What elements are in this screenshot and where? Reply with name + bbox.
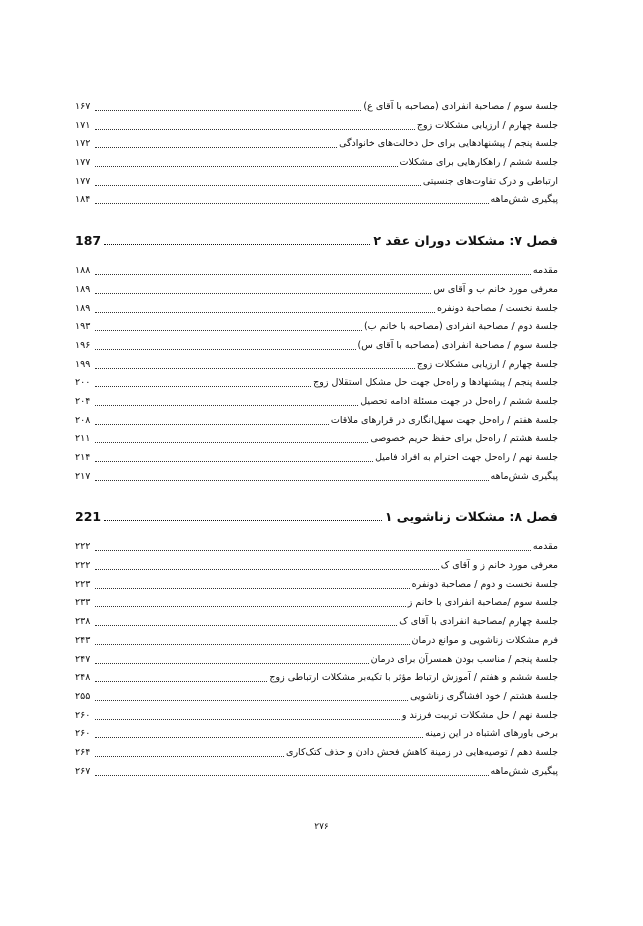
toc-entry-title: جلسة پنجم / مناسب بودن همسرآن برای درمان (370, 653, 558, 665)
toc-entry[interactable] (75, 613, 558, 632)
leader-dots (95, 154, 398, 167)
toc-entry[interactable] (75, 468, 558, 487)
toc-entry[interactable] (75, 262, 558, 281)
toc-entry[interactable] (75, 281, 558, 300)
toc-entry-page: ۲۱۷ (75, 470, 91, 482)
toc-entry[interactable] (75, 430, 558, 449)
toc-entry-page: ۱۷۱ (75, 119, 91, 131)
leader-dots (95, 576, 410, 589)
toc-entry-page: ۲۶۷ (75, 765, 91, 777)
toc-entry[interactable] (75, 191, 558, 210)
toc-entry-title: جلسة سوم / مصاحبة انفرادی (مصاحبه با آقای ع) (363, 101, 558, 112)
leader-dots (95, 173, 421, 186)
toc-entry-title: جلسة چهارم /مصاحبة انفرادی با آقای ک (399, 616, 558, 628)
leader-dots (95, 744, 284, 757)
leader-dots (95, 135, 337, 148)
toc-entry-page: ۲۵۵ (75, 690, 91, 702)
toc-entry[interactable] (75, 393, 558, 412)
leader-dots (95, 557, 439, 570)
toc-entry[interactable] (75, 744, 558, 763)
toc-entry-page: ۱۶۷ (75, 101, 91, 112)
toc-entry-title: جلسة چهارم / ارزیابی مشکلات زوج (416, 119, 558, 131)
toc-entry[interactable] (75, 356, 558, 375)
toc-entry-title: پیگیری شش‌ماهه (490, 194, 558, 206)
leader-dots (95, 688, 408, 701)
toc-entry-title: جلسة نخست / مصاحبة دونفره (437, 302, 558, 314)
leader-dots (104, 226, 370, 245)
toc-entry-title: پیگیری شش‌ماهه (490, 765, 558, 777)
toc-entry-page: ۲۶۴ (75, 746, 91, 758)
toc-entry-title: جلسة چهارم / ارزیابی مشکلات زوج (416, 358, 558, 370)
chapter-title: فصل ۷: مشکلات دوران عقد ۲ (373, 233, 558, 249)
leader-dots (95, 281, 431, 294)
toc-entry[interactable] (75, 557, 558, 576)
leader-dots (95, 374, 311, 387)
toc-entry-title: جلسة دهم / توصیه‌هایی در زمینة کاهش فحش دادن و حذف کتک‌کاری (286, 746, 558, 758)
toc-entry-title: برخی باورهای اشتباه در این زمینه (425, 728, 558, 740)
toc-entry[interactable] (75, 300, 558, 319)
toc-entry-page: ۲۴۸ (75, 672, 91, 684)
leader-dots (95, 393, 358, 406)
leader-dots (95, 763, 489, 776)
toc-entry-title: جلسة ششم و هفتم / آموزش ارتباط مؤثر با تکیه‌بر مشکلات ارتباطی زوج (269, 672, 558, 684)
leader-dots (95, 356, 415, 369)
leader-dots (95, 300, 435, 313)
leader-dots (95, 449, 373, 462)
toc-entry[interactable] (75, 707, 558, 726)
leader-dots (95, 632, 410, 645)
toc-entry[interactable] (75, 763, 558, 782)
toc-entry-page: ۱۷۲ (75, 138, 91, 150)
toc-section-3 (75, 538, 558, 781)
toc-entry-title: جلسة پنجم / پیشنهادهایی برای حل دخالت‌های خانوادگی (339, 138, 558, 150)
toc-entry[interactable] (75, 374, 558, 393)
leader-dots (95, 613, 397, 626)
leader-dots (95, 669, 267, 682)
leader-dots (95, 318, 362, 331)
toc-entry-page: ۲۱۴ (75, 452, 91, 463)
chapter-8-heading[interactable] (75, 502, 558, 532)
toc-entry-title: جلسة سوم /مصاحبة انفرادی با خانم ز (407, 597, 558, 609)
leader-dots (95, 262, 531, 275)
toc-entry[interactable] (75, 688, 558, 707)
leader-dots (95, 337, 356, 350)
toc-entry-page: ۱۹۳ (75, 321, 91, 333)
toc-entry-page: ۱۷۷ (75, 175, 91, 187)
toc-entry-page: ۲۳۳ (75, 597, 91, 609)
toc-entry[interactable] (75, 651, 558, 670)
leader-dots (95, 468, 489, 481)
toc-section-2 (75, 262, 558, 486)
toc-entry[interactable] (75, 98, 558, 117)
toc-entry-page: ۱۷۷ (75, 157, 91, 169)
toc-entry-page: ۱۸۹ (75, 283, 91, 295)
toc-entry-title: جلسة ششم / راه‌حل در جهت مسئلة ادامه تحصیل (360, 395, 558, 407)
toc-entry[interactable] (75, 669, 558, 688)
toc-entry-title: جلسة نخست و دوم / مصاحبة دونفره (411, 578, 558, 590)
toc-entry-page: ۲۰۴ (75, 395, 91, 407)
toc-entry-page: ۲۶۰ (75, 728, 91, 740)
toc-entry-page: ۲۳۸ (75, 616, 91, 628)
toc-entry-page: ۲۶۰ (75, 709, 91, 721)
toc-entry[interactable] (75, 538, 558, 557)
toc-entry[interactable] (75, 412, 558, 431)
toc-entry[interactable] (75, 318, 558, 337)
toc-entry-title: جلسة نهم / راه‌حل جهت احترام به افراد فامیل (375, 452, 558, 463)
toc-entry-title: معرفی مورد خانم ز و آقای ک (440, 560, 558, 572)
leader-dots (95, 191, 489, 204)
toc-section-1 (75, 98, 558, 210)
toc-entry-title: جلسة ششم / راهکارهایی برای مشکلات (399, 157, 558, 169)
leader-dots (95, 412, 329, 425)
toc-entry[interactable] (75, 449, 558, 468)
toc-entry-title: مقدمه (532, 265, 558, 277)
toc-entry-page: ۲۰۰ (75, 377, 91, 389)
toc-entry-page: ۲۲۳ (75, 578, 91, 590)
toc-entry[interactable] (75, 594, 558, 613)
toc-entry-page: ۱۸۴ (75, 194, 91, 206)
toc-entry-page: ۱۸۸ (75, 265, 91, 277)
leader-dots (95, 98, 361, 111)
toc-entry-title: مقدمه (532, 541, 558, 553)
toc-entry[interactable] (75, 117, 558, 136)
chapter-page: 187 (75, 233, 102, 249)
toc-entry-page: ۲۱۱ (75, 433, 91, 445)
toc-entry-page: ۲۴۷ (75, 653, 91, 665)
toc-entry-page: ۲۲۲ (75, 541, 91, 553)
chapter-7-heading[interactable] (75, 226, 558, 256)
leader-dots (95, 707, 400, 720)
toc-entry-page: ۲۲۲ (75, 560, 91, 572)
page-number: ۲۷۶ (314, 822, 329, 832)
toc-entry-title: ارتباطی و درک تفاوت‌های جنسیتی (422, 175, 558, 187)
toc-entry[interactable] (75, 173, 558, 192)
toc-entry[interactable] (75, 632, 558, 651)
leader-dots (95, 594, 406, 607)
toc-entry-page: ۱۹۶ (75, 339, 91, 351)
toc-entry-title: جلسة پنجم / پیشنهادها و راه‌حل جهت حل مشکل استقلال زوج (313, 377, 558, 389)
toc-entry[interactable] (75, 135, 558, 154)
toc-entry-title: جلسة هشتم / راه‌حل برای حفظ حریم خصوصی (370, 433, 558, 445)
leader-dots (95, 725, 423, 738)
table-of-contents (75, 98, 558, 781)
toc-entry[interactable] (75, 337, 558, 356)
toc-entry-title: جلسة نهم / حل مشکلات تربیت فرزند و (401, 709, 558, 721)
toc-entry-title: جلسة سوم / مصاحبة انفرادی (مصاحبه با آقای س) (357, 339, 558, 351)
leader-dots (95, 651, 369, 664)
toc-entry-title: معرفی مورد خانم ب و آقای س (433, 283, 558, 295)
chapter-page: 221 (75, 509, 102, 525)
chapter-title: فصل ۸: مشکلات زناشویی ۱ (384, 509, 558, 525)
toc-entry[interactable] (75, 576, 558, 595)
toc-entry-title: فرم مشکلات زناشویی و موانع درمان (411, 634, 558, 646)
toc-entry[interactable] (75, 725, 558, 744)
leader-dots (95, 430, 368, 443)
toc-entry-page: ۱۸۹ (75, 302, 91, 314)
leader-dots (95, 117, 415, 130)
toc-entry-page: ۲۰۸ (75, 414, 91, 426)
toc-entry-page: ۲۴۳ (75, 634, 91, 646)
leader-dots (95, 538, 531, 551)
toc-entry[interactable] (75, 154, 558, 173)
toc-entry-title: جلسة دوم / مصاحبة انفرادی (مصاحبه با خانم ب) (363, 321, 558, 333)
toc-entry-title: پیگیری شش‌ماهه (490, 470, 558, 482)
toc-entry-title: جلسة هفتم / راه‌حل جهت سهل‌انگاری در قرارهای ملاقات (330, 414, 558, 426)
toc-entry-title: جلسة هشتم / خود افشاگری زناشویی (410, 690, 558, 702)
toc-entry-page: ۱۹۹ (75, 358, 91, 370)
leader-dots (104, 502, 382, 521)
